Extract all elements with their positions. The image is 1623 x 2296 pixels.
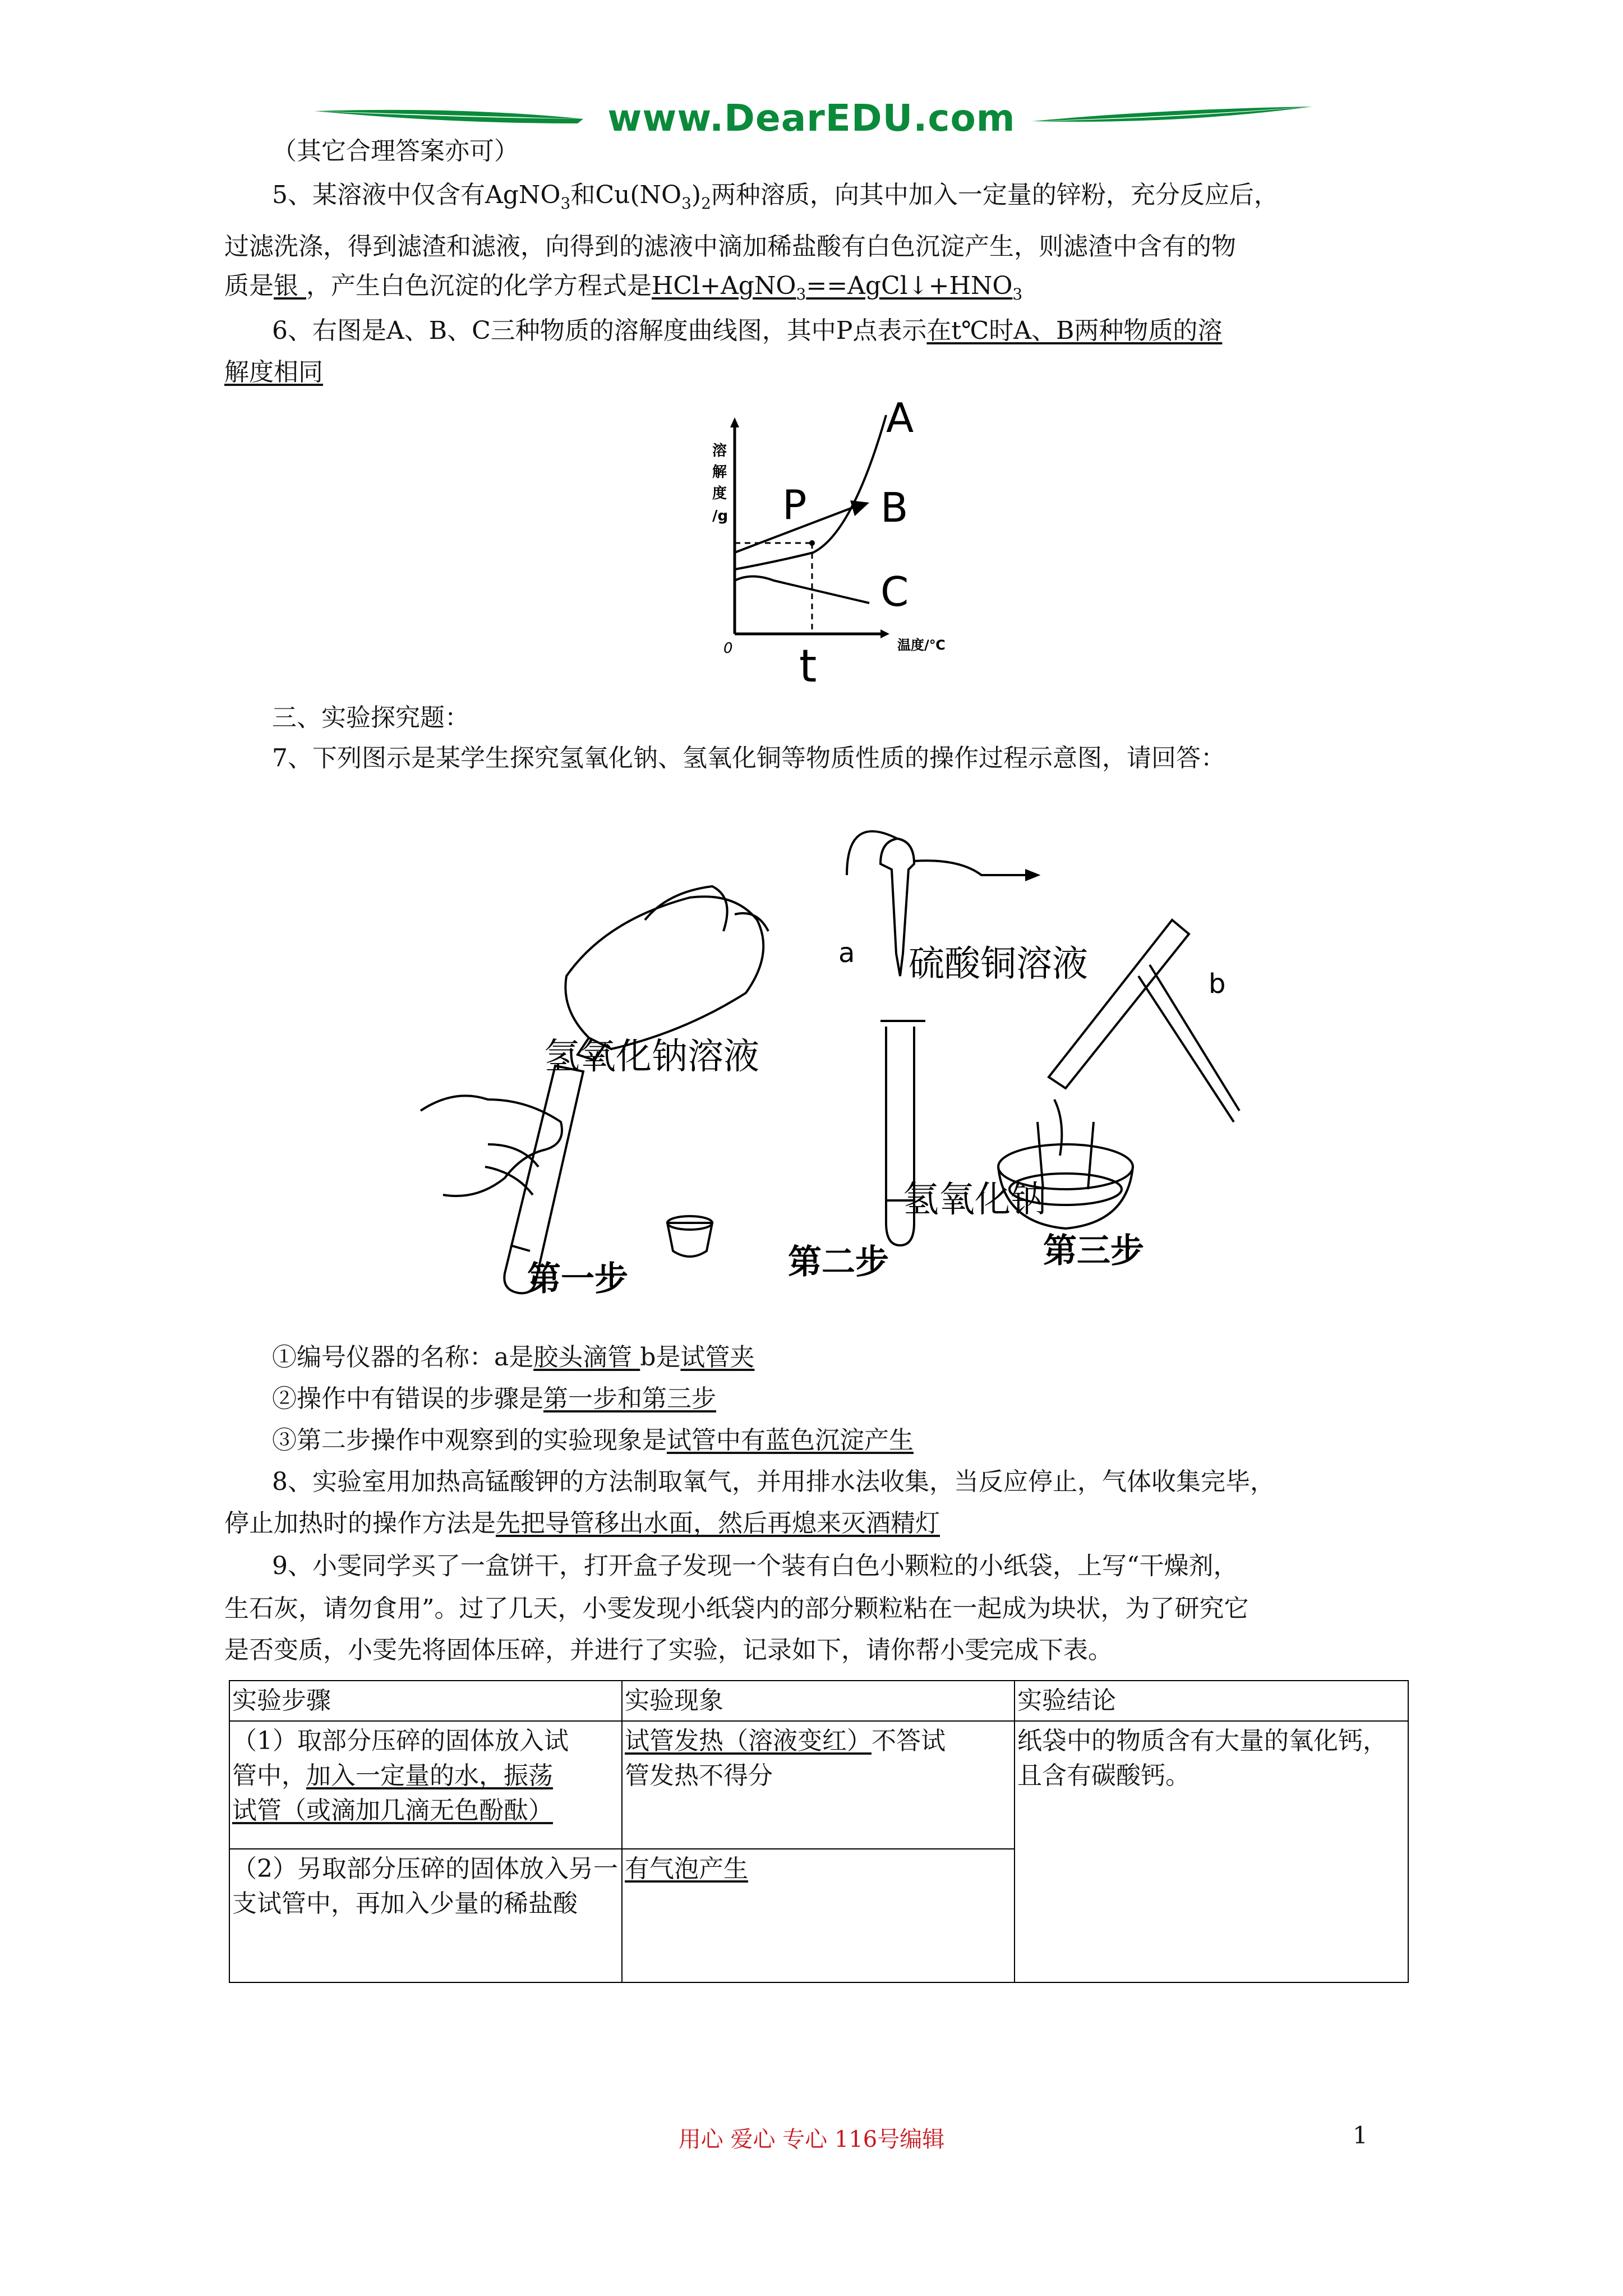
question-5-line1: 5、某溶液中仅含有AgNO$_3$和$Cu(NO_3)_2$两种溶质，向其中加入一定量的锌粉，充分反应后，	[272, 181, 1279, 213]
label-naoh: 氢氧化钠	[903, 1179, 1046, 1221]
step-1-label: 第一步	[527, 1259, 628, 1299]
y-label-4: /g	[712, 508, 728, 524]
section-3-title: 三、实验探究题：	[272, 703, 469, 732]
curve-a-label: A	[886, 394, 914, 441]
answer-silver: 银	[274, 272, 306, 300]
table-row	[229, 1721, 1408, 1849]
y-label-2: 解	[712, 464, 727, 481]
label-naoh-solution: 氢氧化钠溶液	[544, 1036, 759, 1078]
table-header-row	[229, 1681, 1408, 1721]
question-6-line2: 解度相同	[224, 358, 323, 386]
question-7-part2: ②操作中有错误的步骤是第一步和第三步	[272, 1384, 716, 1413]
page-footer: 用心 爱心 专心 116号编辑	[678, 2127, 945, 2152]
t-label: t	[799, 640, 817, 692]
header-conclusion: 实验结论	[1015, 1681, 1408, 1721]
curve-a	[735, 415, 886, 569]
question-7-part1: ①编号仪器的名称：a是胶头滴管 b是试管夹	[272, 1343, 755, 1372]
row2-phenomenon: 有气泡产生	[622, 1849, 1015, 1982]
answer-p-point: 在t℃时A、B两种物质的溶	[926, 316, 1223, 345]
question-9-line1: 9、小雯同学买了一盒饼干，打开盒子发现一个装有白色小颗粒的小纸袋，上写“干燥剂，	[272, 1552, 1238, 1580]
question-9-line3: 是否变质，小雯先将固体压碎，并进行了实验，记录如下，请你帮小雯完成下表。	[224, 1636, 1113, 1664]
p-point	[809, 540, 815, 546]
curve-c-label: C	[880, 568, 909, 615]
question-9-line2: 生石灰，请勿食用”。过了几天，小雯发现小纸袋内的部分颗粒粘在一起成为块状，为了研究它	[224, 1594, 1249, 1623]
flame	[1054, 1099, 1062, 1156]
question-7: 7、下列图示是某学生探究氢氧化钠、氢氧化铜等物质性质的操作过程示意图，请回答：	[272, 744, 1225, 772]
header-step: 实验步骤	[229, 1681, 622, 1721]
page-header	[0, 84, 1623, 151]
site-logo-text: www.DearEDU.com	[607, 96, 1016, 140]
step-3-label: 第三步	[1043, 1231, 1144, 1271]
question-6-line1: 6、右图是A、B、C三种物质的溶解度曲线图，其中P点表示在t℃时A、B两种物质的溶	[272, 316, 1223, 345]
p-label: P	[782, 481, 807, 528]
y-label-1: 溶	[712, 443, 727, 459]
question-8-line2: 停止加热时的操作方法是先把导管移出水面，然后再熄来灭酒精灯	[224, 1509, 940, 1538]
curve-b-label: B	[880, 484, 909, 531]
text-line: （其它合理答案亦可）	[272, 137, 519, 165]
label-b: b	[1209, 968, 1226, 1000]
label-cuso4-solution: 硫酸铜溶液	[909, 944, 1088, 985]
conclusion-cell: 纸袋中的物质含有大量的氧化钙，且含有碳酸钙。	[1015, 1721, 1408, 1982]
solubility-curve-figure	[712, 393, 946, 692]
page-number: 1	[1353, 2122, 1368, 2149]
curve-c	[735, 577, 869, 604]
label-a: a	[838, 937, 855, 969]
row1-phenomenon: 试管发热（溶液变红）不答试 管发热不得分	[622, 1721, 1015, 1849]
header-phenomenon: 实验现象	[622, 1681, 1015, 1721]
hand-pointing	[914, 861, 1026, 875]
hand-holding-tube	[421, 1096, 562, 1196]
step-2-label: 第二步	[788, 1243, 889, 1282]
question-8-line1: 8、实验室用加热高锰酸钾的方法制取氧气，并用排水法收集，当反应停止，气体收集完毕，	[272, 1467, 1275, 1496]
reagent-bottle	[565, 896, 763, 1049]
answer-equation: $HCl+AgNO_3==AgCl↓+HNO_3$	[652, 272, 1023, 303]
experiment-table	[229, 1680, 1409, 1983]
question-5-line3: 质是银 ，产生白色沉淀的化学方程式是$HCl+AgNO_3==AgCl↓+HNO_3$	[224, 272, 1023, 303]
row1-step: （1）取部分压碎的固体放入试 管中，加入一定量的水，振荡 试管（或滴加几滴无色酚酞）	[229, 1721, 622, 1849]
experiment-figure	[421, 808, 1262, 1313]
row2-step: （2）另取部分压碎的固体放入另一支试管中，再加入少量的稀盐酸	[229, 1849, 622, 1982]
y-label-3: 度	[712, 485, 727, 502]
hand-on-bottle	[645, 886, 727, 931]
question-5-line2: 过滤洗涤，得到滤渣和滤液，向得到的滤液中滴加稀盐酸有白色沉淀产生，则滤渣中含有的物	[224, 232, 1236, 261]
x-axis-label: 温度/℃	[897, 637, 946, 653]
question-7-part3: ③第二步操作中观察到的实验现象是试管中有蓝色沉淀产生	[272, 1426, 914, 1455]
origin-label: 0	[723, 640, 733, 657]
